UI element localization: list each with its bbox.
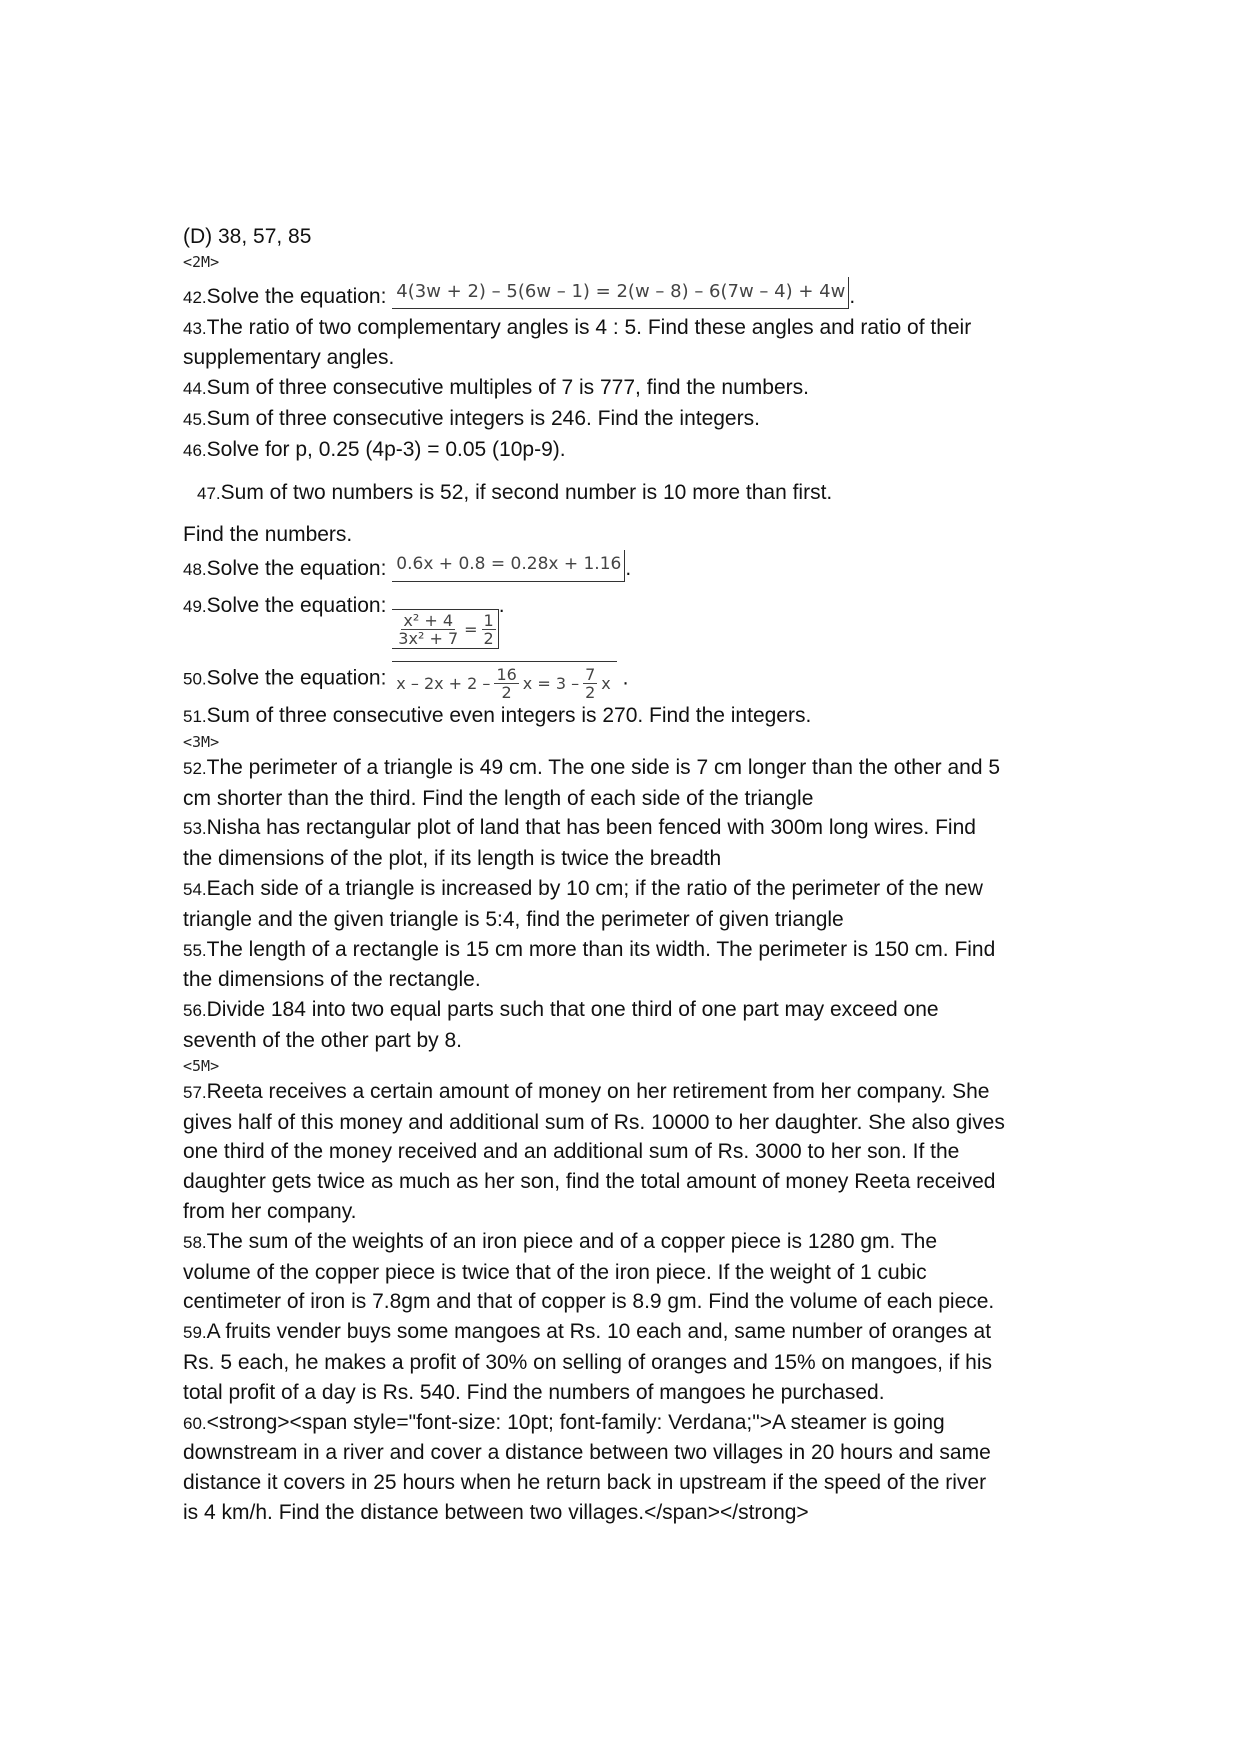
question-text: The ratio of two complementary angles is 4 : 5. Find these angles and ratio of their [206, 315, 972, 339]
question-text-cont: centimeter of iron is 7.8gm and that of copper is 8.9 gm. Find the volume of each piece. [183, 1290, 995, 1314]
question-number: 50. [183, 669, 207, 689]
question-text-cont: triangle and the given triangle is 5:4, find the perimeter of given triangle [183, 907, 844, 931]
question-number: 43. [183, 318, 207, 338]
section-2-marks: <2M> [183, 252, 220, 271]
question-text: Solve for p, 0.25 (4p-3) = 0.05 (10p-9). [206, 437, 566, 461]
question-number: 42. [183, 287, 207, 307]
question-text-cont: seventh of the other part by 8. [183, 1028, 463, 1052]
question-number: 60. [183, 1413, 207, 1433]
question-47 [183, 478, 1063, 551]
fraction: $\frac{1}{2}$ [483, 610, 494, 648]
question-number: 45. [183, 409, 207, 429]
question-text-cont: distance it covers in 25 hours when he return back in upstream if the speed of the river [183, 1471, 987, 1495]
question-text: The perimeter of a triangle is 49 cm. The one side is 7 cm longer than the other and 5 [206, 755, 1001, 779]
question-number: 59. [183, 1323, 207, 1343]
option-d: (D) 38, 57, 85 [183, 225, 312, 248]
equation-image: x – 2x + 2 – $\frac{16}{2}$ x = 3 – $\frac{7}{2}$ x [392, 661, 616, 701]
question-text-cont: daughter gets twice as much as her son, find the total amount of money Reeta received [183, 1170, 996, 1194]
question-text: Nisha has rectangular plot of land that has been fenced with 300m long wires. Find [206, 816, 976, 840]
question-text: The length of a rectangle is 15 cm more than its width. The perimeter is 150 cm. Find [206, 937, 996, 961]
question-text: Sum of three consecutive integers is 246. Find the integers. [206, 406, 760, 430]
question-57 [183, 1077, 1063, 1227]
question-53 [183, 813, 1063, 874]
question-text-cont: Rs. 5 each, he makes a profit of 30% on selling of oranges and 15% on mangoes, if his [183, 1350, 992, 1374]
worksheet-page [183, 222, 1063, 1528]
fraction: $\frac{\text{x² + 4}}{\text{3x² + 7}}$ [398, 610, 459, 648]
question-text: Solve the equation: [206, 284, 387, 308]
equation-image: 0.6x + 0.8 = 0.28x + 1.16 [392, 550, 625, 582]
question-48: 48.Solve the equation: 0.6x + 0.8 = 0.28x + 1.16 . [183, 550, 1063, 585]
question-52 [183, 753, 1063, 814]
question-number: 52. [183, 758, 207, 778]
question-text: Sum of three consecutive even integers is 270. Find the integers. [206, 703, 812, 727]
question-42: 42.Solve the equation: 4(3w + 2) – 5(6w – 1) = 2(w – 8) – 6(7w – 4) + 4w . [183, 277, 1063, 313]
question-51 [183, 701, 1063, 732]
question-58 [183, 1227, 1063, 1317]
question-55 [183, 935, 1063, 996]
question-45 [183, 404, 1063, 435]
fraction: $\frac{7}{2}$ [585, 664, 596, 702]
question-text: Divide 184 into two equal parts such that one third of one part may exceed one [206, 998, 939, 1022]
question-number: 54. [183, 879, 207, 899]
question-54 [183, 874, 1063, 935]
question-number: 55. [183, 940, 207, 960]
question-text: Reeta receives a certain amount of money on her retirement from her company. She [206, 1079, 990, 1103]
question-text: Sum of three consecutive multiples of 7 is 777, find the numbers. [206, 376, 809, 400]
question-text: Each side of a triangle is increased by 10 cm; if the ratio of the perimeter of the new [206, 876, 983, 900]
question-text-cont: the dimensions of the rectangle. [183, 968, 481, 992]
section-5-marks: <5M> [183, 1056, 220, 1075]
question-text: Solve the equation: [206, 593, 387, 617]
question-number: 46. [183, 440, 207, 460]
question-number: 58. [183, 1232, 207, 1252]
question-text: Solve the equation: [206, 557, 387, 581]
equation-image: $\frac{\text{x² + 4}}{\text{3x² + 7}}$ = $\frac{1}{2}$ [392, 609, 498, 649]
question-number: 44. [183, 379, 207, 399]
question-text-cont: one third of the money received and an additional sum of Rs. 3000 to her son. If the [183, 1140, 960, 1164]
question-number: 48. [183, 560, 207, 580]
question-50: 50.Solve the equation: x – 2x + 2 – $\frac{16}{2}$ x = 3 – $\frac{7}{2}$ x . [183, 661, 1063, 701]
question-number: 56. [183, 1001, 207, 1021]
question-49: 49.Solve the equation: $\frac{\text{x² + 4}}{\text{3x² + 7}}$ = $\frac{1}{2}$ . [183, 593, 505, 648]
question-number: 53. [183, 819, 207, 839]
question-text-cont: downstream in a river and cover a distance between two villages in 20 hours and same [183, 1441, 991, 1465]
question-43 [183, 313, 1063, 374]
question-text: A fruits vender buys some mangoes at Rs. 10 each and, same number of oranges at [206, 1320, 992, 1344]
question-59 [183, 1317, 1063, 1407]
question-56 [183, 995, 1063, 1056]
question-number: 47. [197, 483, 221, 503]
question-text: Sum of two numbers is 52, if second number is 10 more than first. [220, 480, 833, 504]
question-text-cont: is 4 km/h. Find the distance between two villages.</span></strong> [183, 1500, 809, 1524]
question-text-cont: Find the numbers. [183, 523, 353, 547]
question-text: Solve the equation: [206, 666, 387, 690]
question-text-cont: volume of the copper piece is twice that of the iron piece. If the weight of 1 cubic [183, 1260, 927, 1284]
fraction: $\frac{16}{2}$ [496, 664, 517, 702]
question-text-cont: from her company. [183, 1199, 357, 1223]
question-60 [183, 1408, 1063, 1528]
question-number: 51. [183, 706, 207, 726]
question-text-cont: cm shorter than the third. Find the length of each side of the triangle [183, 786, 814, 810]
question-text: <strong><span style="font-size: 10pt; font-family: Verdana;">A steamer is going [206, 1410, 945, 1434]
question-text-cont: total profit of a day is Rs. 540. Find the numbers of mangoes he purchased. [183, 1380, 885, 1404]
question-44 [183, 373, 1063, 404]
question-text-cont: the dimensions of the plot, if its length is twice the breadth [183, 847, 722, 871]
equation-image: 4(3w + 2) – 5(6w – 1) = 2(w – 8) – 6(7w – 4) + 4w [392, 277, 849, 309]
question-text-cont: supplementary angles. [183, 346, 395, 370]
question-number: 57. [183, 1082, 207, 1102]
section-3-marks: <3M> [183, 732, 220, 751]
question-46 [183, 435, 1063, 466]
question-text: The sum of the weights of an iron piece and of a copper piece is 1280 gm. The [206, 1229, 938, 1253]
question-text-cont: gives half of this money and additional sum of Rs. 10000 to her daughter. She also gives [183, 1110, 1005, 1134]
question-number: 49. [183, 596, 207, 616]
